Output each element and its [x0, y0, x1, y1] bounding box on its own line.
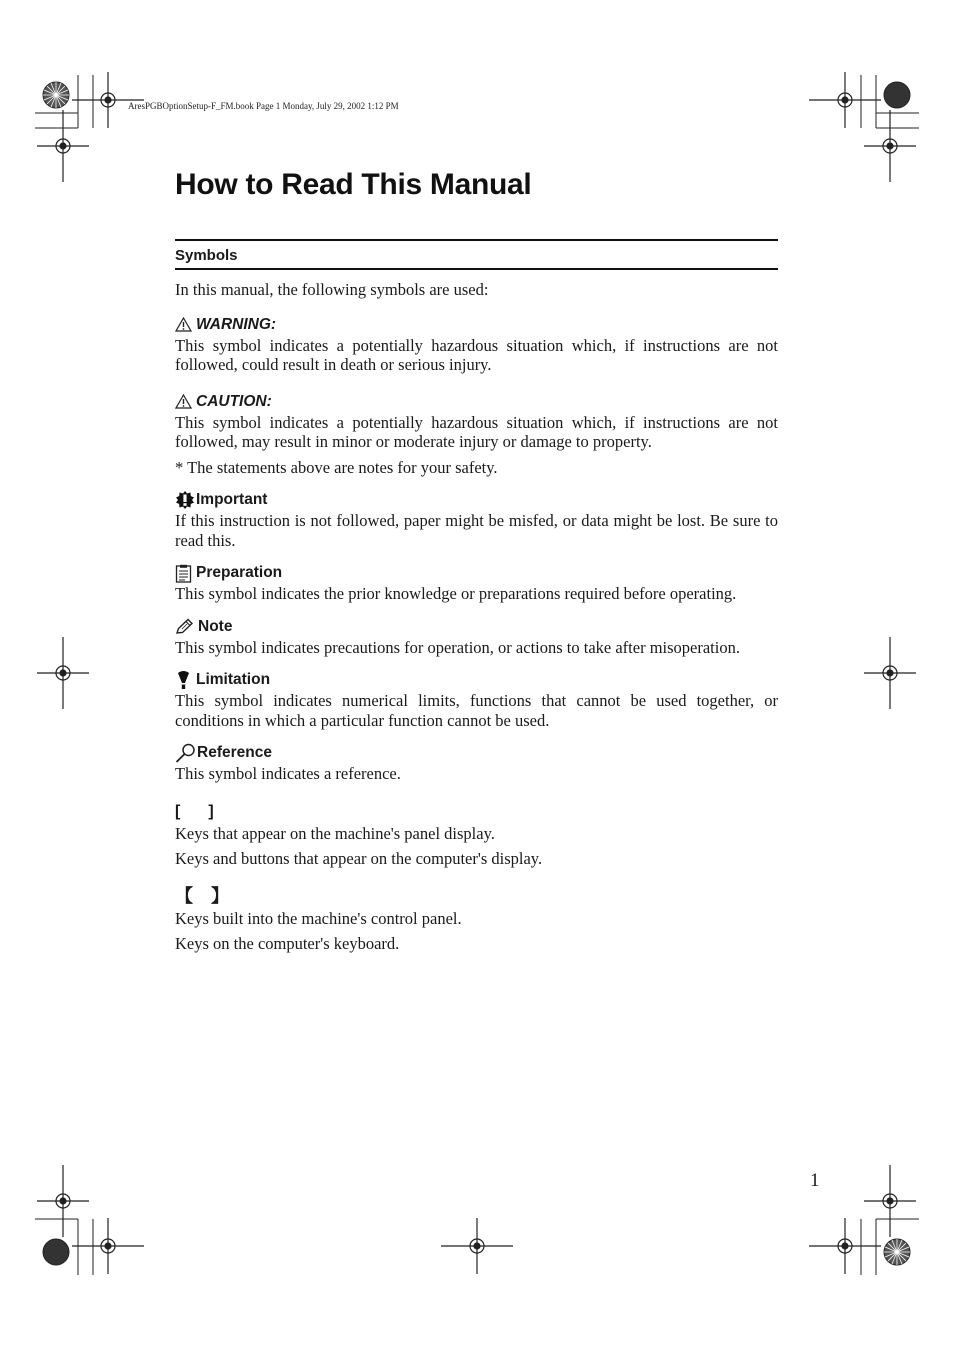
reference-label: Reference — [197, 744, 272, 762]
note-heading — [175, 616, 778, 638]
limitation-label: Limitation — [196, 671, 271, 689]
bold-brackets-symbol — [175, 885, 778, 909]
caution-heading — [175, 391, 778, 413]
bold-bracket-line: Keys built into the machine's control panel. — [175, 908, 462, 928]
exclamation-icon — [175, 670, 192, 690]
limitation-heading — [175, 669, 778, 691]
warning-heading — [175, 314, 778, 336]
important-label: Important — [196, 491, 268, 509]
clipboard-icon — [175, 564, 192, 583]
reference-text: This symbol indicates a reference. — [175, 764, 401, 783]
limitation-text: This symbol indicates numerical limits, functions that cannot be used together, or conditions in which a particular function cannot be used. — [175, 691, 778, 730]
warning-text: This symbol indicates a potentially hazardous situation which, if instructions are not followed, could result in death or serious injury. — [175, 335, 778, 374]
page-number: 1 — [810, 1170, 820, 1191]
preparation-text: This symbol indicates the prior knowledge or preparations required before operating. — [175, 584, 737, 603]
warning-triangle-icon — [175, 394, 192, 409]
preparation-block — [175, 562, 778, 604]
symbols-content — [175, 280, 778, 954]
reference-heading — [175, 742, 778, 764]
section-bar — [175, 239, 778, 270]
safety-note: * The statements above are notes for your safety. — [175, 457, 498, 477]
warning-label: WARNING: — [196, 315, 277, 333]
page-title: How to Read This Manual — [175, 168, 532, 201]
important-block — [175, 489, 778, 550]
bold-bracket-line: Keys on the computer's keyboard. — [175, 934, 400, 953]
print-header-line: AresPGBOptionSetup-F_FM.book Page 1 Monday, July 29, 2002 1:12 PM — [128, 101, 399, 111]
caution-block — [175, 391, 778, 452]
note-text: This symbol indicates precautions for operation, or actions to take after misoperation. — [175, 637, 740, 657]
caution-label: CAUTION: — [196, 392, 272, 410]
important-badge-icon — [175, 490, 195, 510]
caution-text: This symbol indicates a potentially hazardous situation which, if instructions are not followed, may result in minor or moderate injury or damage to property. — [175, 412, 778, 451]
close-square-bracket: ] — [208, 802, 214, 820]
square-brackets-symbol — [175, 800, 778, 824]
important-heading — [175, 489, 778, 511]
square-bracket-line: Keys that appear on the machine's panel display. — [175, 823, 495, 843]
magnifier-icon — [175, 743, 196, 763]
close-bold-bracket: 】 — [211, 885, 229, 906]
limitation-block — [175, 669, 778, 730]
intro-text: In this manual, the following symbols are used: — [175, 280, 489, 299]
square-bracket-line: Keys and buttons that appear on the computer's display. — [175, 849, 543, 868]
warning-triangle-icon — [175, 317, 192, 332]
note-label: Note — [198, 617, 233, 635]
preparation-heading — [175, 562, 778, 584]
reference-block — [175, 742, 778, 784]
open-square-bracket: [ — [175, 802, 181, 820]
pencil-icon — [175, 618, 194, 635]
open-bold-bracket: 【 — [175, 885, 193, 906]
note-block — [175, 616, 778, 658]
section-title: Symbols — [175, 247, 238, 264]
preparation-label: Preparation — [196, 564, 283, 582]
important-text: If this instruction is not followed, paper might be misfed, or data might be lost. Be sure to read this. — [175, 511, 778, 550]
warning-block — [175, 314, 778, 375]
